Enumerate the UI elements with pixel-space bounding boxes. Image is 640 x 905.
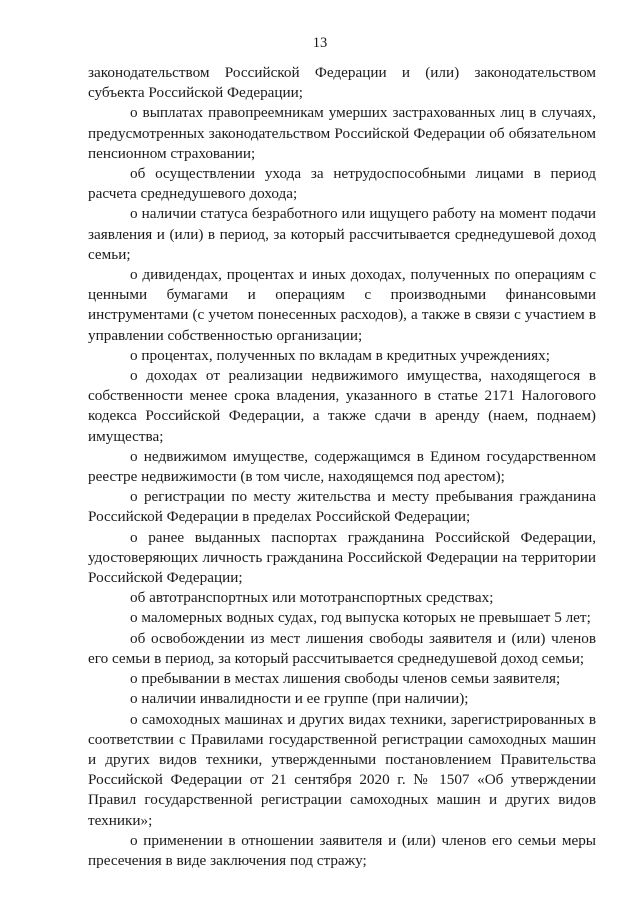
paragraph: о процентах, полученных по вкладам в кредитных учреждениях; xyxy=(130,346,550,364)
paragraph: законодательством Российской Федерации и (или) законодательством субъекта Российской Федерации; xyxy=(88,64,596,102)
paragraph: о дивидендах, процентах и иных доходах, полученных по операциям с ценными бумагами и операциям с производными финансовыми инструментами (с учетом понесенных расходов), а также в связи с участием в управлении собственностью организации; xyxy=(88,266,596,344)
paragraph: о ранее выданных паспортах гражданина Российской Федерации, удостоверяющих личность гражданина Российской Федерации на территории Российской Федерации; xyxy=(88,528,596,587)
paragraph: о наличии инвалидности и ее группе (при наличии); xyxy=(130,690,469,708)
paragraph: об освобождении из мест лишения свободы заявителя и (или) членов его семьи в период, за который рассчитывается среднедушевой доход семьи; xyxy=(88,629,596,667)
page-number: 13 xyxy=(312,35,328,51)
paragraph: о самоходных машинах и других видах техники, зарегистрированных в соответствии с Правилами государственной регистрации самоходных машин и других видов техники, утвержденными постановлением Правительства Российской Федерации от 21 сентября 2020 г. № 1507 «Об утверждении Правил государственной регистрации самоходных машин и других видов техники»; xyxy=(88,710,596,829)
paragraph: о применении в отношении заявителя и (или) членов его семьи меры пресечения в виде заключения под стражу; xyxy=(88,831,596,869)
paragraph: об осуществлении ухода за нетрудоспособными лицами в период расчета среднедушевого дохода; xyxy=(88,165,596,203)
paragraph: о маломерных водных судах, год выпуска которых не превышает 5 лет; xyxy=(130,609,591,627)
paragraph: о недвижимом имуществе, содержащимся в Едином государственном реестре недвижимости (в том числе, находящемся под арестом); xyxy=(88,447,596,486)
paragraph: о регистрации по месту жительства и месту пребывания гражданина Российской Федерации в пределах Российской Федерации; xyxy=(88,488,596,526)
paragraph: об автотранспортных или мототранспортных средствах; xyxy=(130,589,494,607)
paragraph: о наличии статуса безработного или ищущего работу на момент подачи заявления и (или) в период, за который рассчитывается среднедушевой доход семьи; xyxy=(88,205,596,263)
paragraph: о пребывании в местах лишения свободы членов семьи заявителя; xyxy=(130,670,561,688)
paragraph: о выплатах правопреемникам умерших застрахованных лиц в случаях, предусмотренных законодательством Российской Федерации об обязательном пенсионном страховании; xyxy=(88,104,596,162)
document-body xyxy=(88,63,596,871)
paragraph: о доходах от реализации недвижимого имущества, находящегося в собственности менее срока владения, указанного в статье 2171 Налогового кодекса Российской Федерации, а также сдачи в аренду (наем, поднаем) имущества; xyxy=(88,367,596,445)
